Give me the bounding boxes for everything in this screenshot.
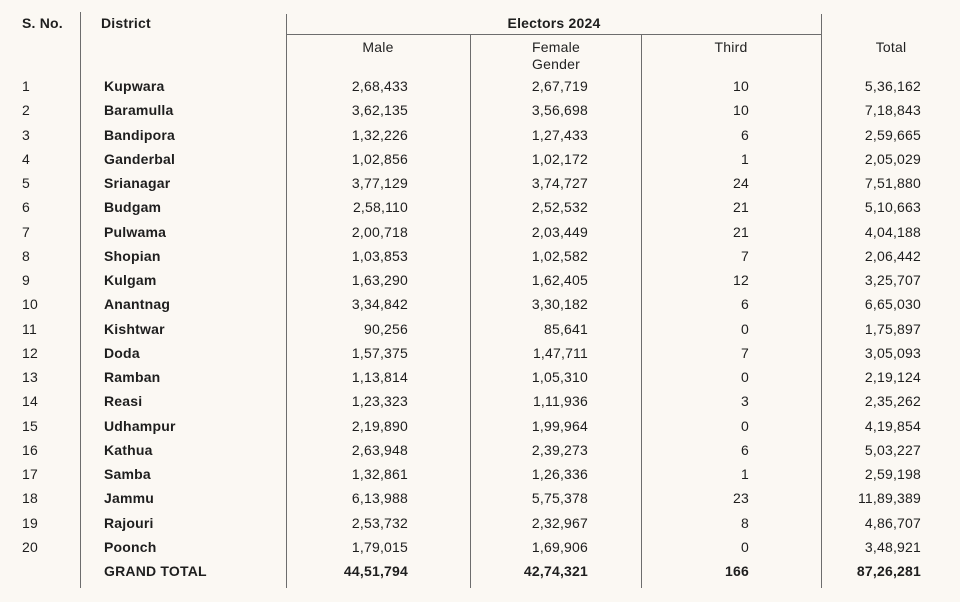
cell-female: 1,02,582: [531, 247, 588, 264]
cell-district: Bandipora: [104, 126, 176, 143]
cell-district: Doda: [104, 344, 140, 361]
cell-third: 0: [741, 320, 749, 337]
cell-sno: 7: [22, 223, 30, 240]
cell-sno: 10: [22, 296, 38, 313]
cell-male: 1,57,375: [351, 344, 408, 361]
cell-sno: 9: [22, 272, 30, 288]
cell-male: 2,19,890: [351, 417, 408, 434]
header-electors-2024: Electors 2024: [507, 15, 601, 31]
cell-third: 24: [733, 175, 749, 191]
cell-third: 0: [741, 538, 749, 555]
cell-female: 3,56,698: [531, 102, 588, 119]
divider-male-left: [286, 34, 287, 588]
cell-total: 5,10,663: [864, 199, 921, 216]
cell-male: 3,34,842: [351, 296, 408, 313]
cell-female: 2,67,719: [531, 78, 588, 94]
cell-female: 1,69,906: [531, 538, 588, 555]
cell-third: 7: [741, 344, 749, 361]
cell-male: 1,13,814: [351, 369, 408, 385]
header-district: District: [101, 15, 151, 31]
header-third: Third: [714, 39, 748, 55]
cell-third: 3: [741, 393, 749, 410]
cell-total: 3,05,093: [864, 344, 921, 361]
cell-female: 1,62,405: [531, 272, 588, 288]
cell-sno: 15: [22, 417, 38, 434]
cell-district: Anantnag: [104, 296, 171, 313]
cell-sno: 18: [22, 490, 38, 507]
cell-sno: 17: [22, 466, 38, 482]
cell-third: 6: [741, 441, 749, 458]
cell-sno: 1: [22, 78, 30, 94]
cell-total: 1,75,897: [864, 320, 921, 337]
cell-female: 5,75,378: [531, 490, 588, 507]
cell-total: 2,05,029: [864, 150, 921, 167]
cell-female: 2,39,273: [531, 441, 588, 458]
cell-male: 3,77,129: [351, 175, 408, 191]
cell-total: 3,25,707: [864, 272, 921, 288]
cell-district: Kathua: [104, 441, 153, 458]
cell-total: 6,65,030: [864, 296, 921, 313]
cell-district: Ramban: [104, 369, 161, 385]
cell-sno: 4: [22, 150, 30, 167]
cell-district: Poonch: [104, 538, 157, 555]
cell-total: 2,35,262: [864, 393, 921, 410]
cell-third: 7: [741, 247, 749, 264]
cell-male: 2,63,948: [351, 441, 408, 458]
cell-sno: 16: [22, 441, 38, 458]
cell-female: 1,99,964: [531, 417, 588, 434]
cell-total: 7,51,880: [864, 175, 921, 191]
cell-total: 4,19,854: [864, 417, 921, 434]
cell-male: 1,63,290: [351, 272, 408, 288]
cell-district: Baramulla: [104, 102, 174, 119]
cell-district: Reasi: [104, 393, 143, 410]
cell-sno: 8: [22, 247, 30, 264]
cell-male: 2,68,433: [351, 78, 408, 94]
cell-total: 4,04,188: [864, 223, 921, 240]
cell-third: 12: [733, 272, 749, 288]
grand-total-total: 87,26,281: [856, 563, 921, 579]
cell-sno: 11: [22, 320, 37, 337]
cell-female: 3,30,182: [531, 296, 588, 313]
cell-district: Srianagar: [104, 175, 171, 191]
cell-third: 21: [733, 199, 749, 216]
cell-total: 2,06,442: [864, 247, 921, 264]
cell-district: Jammu: [104, 490, 155, 507]
cell-third: 10: [733, 78, 749, 94]
divider-group-right: [821, 14, 822, 35]
cell-male: 90,256: [363, 320, 408, 337]
cell-third: 8: [741, 514, 749, 531]
header-sno: S. No.: [22, 15, 63, 31]
cell-male: 2,53,732: [351, 514, 408, 531]
cell-male: 1,03,853: [351, 247, 408, 264]
cell-total: 11,89,389: [857, 490, 921, 507]
cell-sno: 5: [22, 175, 30, 191]
cell-district: Kishtwar: [104, 320, 165, 337]
cell-male: 3,62,135: [351, 102, 408, 119]
divider-group-left: [286, 14, 287, 35]
cell-district: Kulgam: [104, 272, 157, 288]
header-male: Male: [362, 39, 394, 55]
cell-female: 85,641: [543, 320, 588, 337]
cell-total: 2,19,124: [864, 369, 921, 385]
cell-district: Rajouri: [104, 514, 154, 531]
cell-sno: 3: [22, 126, 30, 143]
cell-sno: 19: [22, 514, 38, 531]
cell-total: 2,59,198: [864, 466, 921, 482]
cell-total: 3,48,921: [864, 538, 921, 555]
cell-male: 2,58,110: [352, 199, 408, 216]
cell-third: 6: [741, 126, 749, 143]
cell-female: 1,11,936: [532, 393, 588, 410]
grand-total-female: 42,74,321: [523, 563, 588, 579]
cell-third: 0: [741, 369, 749, 385]
cell-male: 2,00,718: [351, 223, 408, 240]
grand-total-label: GRAND TOTAL: [104, 563, 207, 579]
cell-third: 0: [741, 417, 749, 434]
divider-group-bottom: [286, 34, 822, 35]
grand-total-third: 166: [725, 563, 749, 579]
cell-third: 1: [741, 150, 749, 167]
cell-female: 2,32,967: [531, 514, 588, 531]
cell-male: 1,32,861: [351, 466, 408, 482]
cell-sno: 20: [22, 538, 38, 555]
cell-male: 1,32,226: [351, 126, 408, 143]
cell-sno: 13: [22, 369, 38, 385]
cell-third: 21: [733, 223, 749, 240]
header-female-gender: Gender: [532, 56, 580, 72]
cell-third: 1: [741, 466, 749, 482]
cell-total: 5,36,162: [864, 78, 921, 94]
cell-male: 1,79,015: [351, 538, 408, 555]
header-total: Total: [875, 39, 907, 55]
cell-third: 23: [733, 490, 749, 507]
cell-district: Budgam: [104, 199, 162, 216]
cell-total: 4,86,707: [864, 514, 921, 531]
cell-third: 6: [741, 296, 749, 313]
cell-female: 1,05,310: [531, 369, 588, 385]
cell-male: 1,02,856: [351, 150, 408, 167]
cell-female: 2,03,449: [531, 223, 588, 240]
cell-sno: 14: [22, 393, 38, 410]
cell-sno: 6: [22, 199, 30, 216]
header-female: Female: [532, 39, 580, 55]
cell-district: Samba: [104, 466, 151, 482]
cell-total: 7,18,843: [864, 102, 921, 119]
cell-total: 5,03,227: [864, 441, 921, 458]
cell-female: 1,47,711: [532, 344, 588, 361]
cell-district: Kupwara: [104, 78, 165, 94]
cell-male: 6,13,988: [351, 490, 408, 507]
cell-female: 1,26,336: [531, 466, 588, 482]
grand-total-male: 44,51,794: [343, 563, 408, 579]
cell-female: 1,02,172: [531, 150, 588, 167]
cell-total: 2,59,665: [864, 126, 921, 143]
cell-male: 1,23,323: [351, 393, 408, 410]
cell-sno: 2: [22, 102, 30, 119]
divider-sno-district: [80, 12, 81, 588]
cell-district: Udhampur: [104, 417, 176, 434]
cell-sno: 12: [22, 344, 38, 361]
cell-female: 3,74,727: [531, 175, 588, 191]
cell-female: 1,27,433: [531, 126, 588, 143]
cell-third: 10: [733, 102, 749, 119]
cell-district: Shopian: [104, 247, 161, 264]
cell-district: Pulwama: [104, 223, 167, 240]
cell-district: Ganderbal: [104, 150, 176, 167]
cell-female: 2,52,532: [531, 199, 588, 216]
